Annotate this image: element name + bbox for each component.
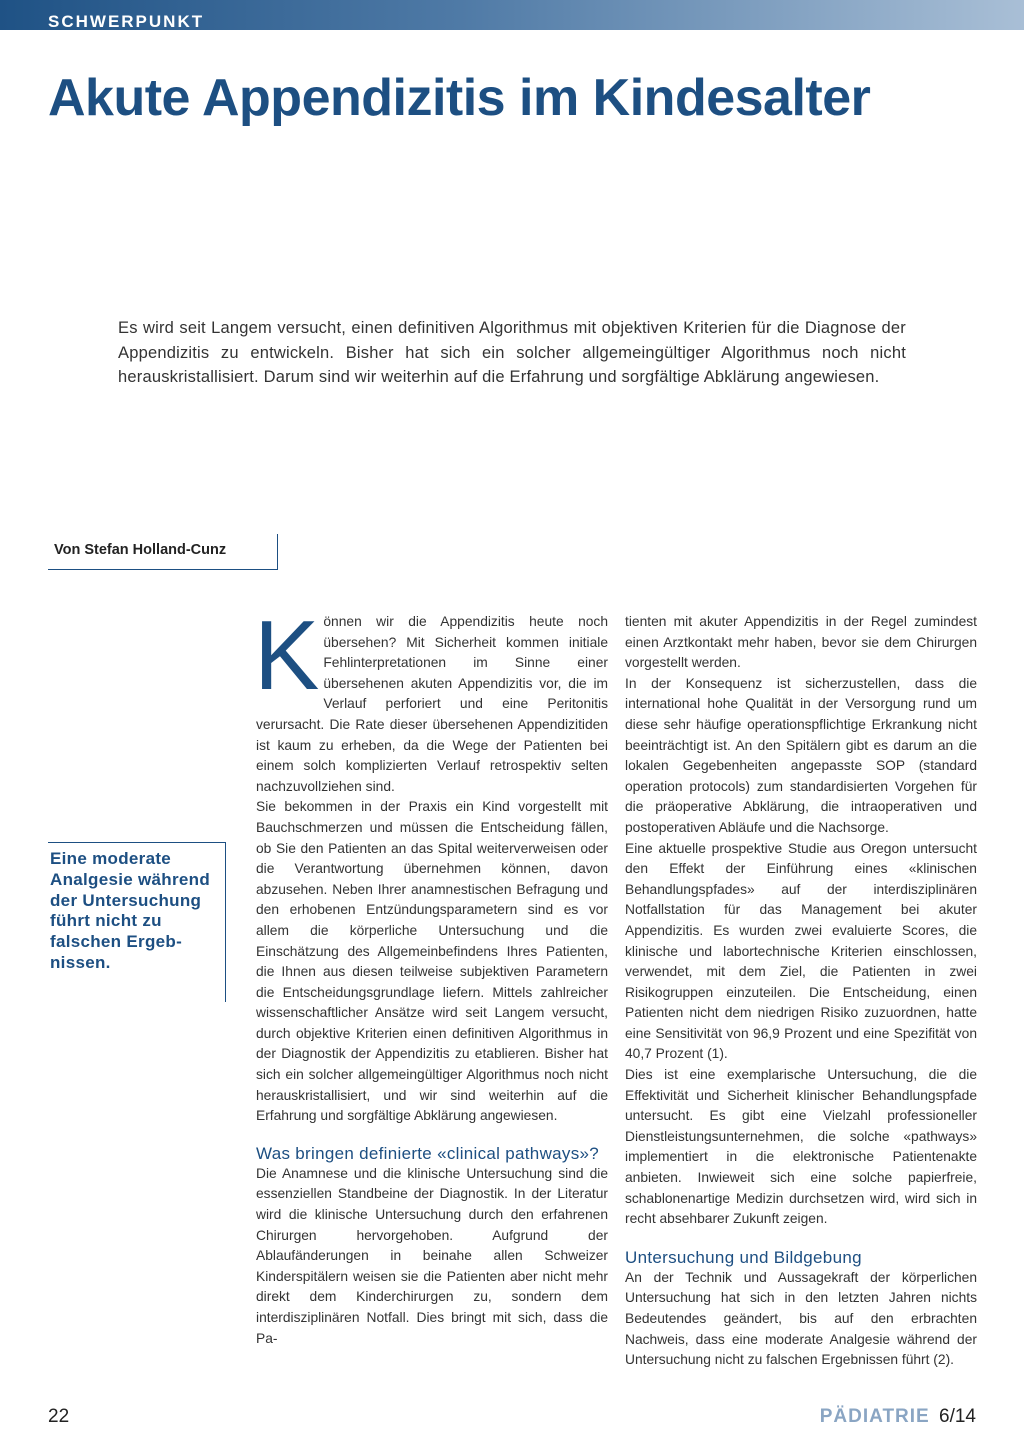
paragraph: Die Anamnese und die klinische Untersuchung sind die essenziellen Standbeine der Diagnostik. In der Literatur wird die klinische Untersuchung durch den erfahrenen Chirurgen hervorgehoben. Aufgrund der Ablaufänderungen in beinahe allen Schweizer Kinderspitälern weisen sie die Patienten aber nicht mehr direkt dem Kinderchirurgen zu, sondern dem interdisziplinären Notfall. Dies bringt mit sich, dass die Pa- xyxy=(256,1165,608,1346)
text-column-1 xyxy=(254,600,608,1349)
section-heading: Untersuchung und Bildgebung xyxy=(625,1247,862,1267)
section-heading: Was bringen definierte «clinical pathways»? xyxy=(256,1143,600,1163)
text-column-2 xyxy=(625,612,977,1371)
paragraph: Dies ist eine exemplarische Untersuchung, die die Effektivität und Sicherheit klinischer Behandlungspfade untersucht. Es gibt eine Vielzahl professioneller Dienstleistungsunternehmen, die solche «pathways» implementiert in die elektronische Patientenakte anbieten. Inwieweit sich eine solche papierfreie, schablonenartige Medizin durchsetzen wird, wird sich in recht absehbarer Zukunft zeigen. xyxy=(625,1067,977,1227)
journal-info xyxy=(820,1406,976,1428)
paragraph: tienten mit akuter Appendizitis in der Regel zumindest einen Arztkontakt mehr haben, bevor sie dem Chirurgen vorgestellt werden. xyxy=(625,614,977,671)
pull-quote xyxy=(48,842,226,1002)
pull-quote-text: Eine moderate Analgesie während der Untersuchung führt nicht zu falschen Ergeb-nissen. xyxy=(50,849,211,972)
paragraph-text: önnen wir die Appendizitis heute noch übersehen? Mit Sicherheit kommen initiale Fehlinterpretationen im Sinne einer übersehenen akuten Appendizitis vor, die im Verlauf perforiert und eine Peritonitis verursacht. Die Rate dieser übersehenen Appendizitiden ist kaum zu erheben, da die Wege der Patienten bei einem solch komplizierten Verlauf retrospektiv selten nachzuvollziehen sind. xyxy=(256,614,608,794)
author-box xyxy=(48,534,278,570)
article-lead: Es wird seit Langem versucht, einen definitiven Algorithmus mit objektiven Kriterien für die Diagnose der Appendizitis zu entwickeln. Bisher hat sich ein solcher allgemeingültiger Algorithmus noch nicht herauskristallisiert. Darum sind wir weiterhin auf die Erfahrung und sorgfältige Abklärung angewiesen. xyxy=(118,319,906,386)
paragraph: An der Technik und Aussagekraft der körperlichen Untersuchung hat sich in den letzten Jahren nichts Bedeutendes geändert, bis auf den erbrachten Nachweis, dass eine moderate Analgesie während der Untersuchung nicht zu falschen Ergebnissen führt (2). xyxy=(625,1269,977,1368)
page-number: 22 xyxy=(48,1406,70,1427)
drop-cap: K xyxy=(254,600,320,710)
paragraph xyxy=(254,600,608,797)
paragraph: Sie bekommen in der Praxis ein Kind vorgestellt mit Bauchschmerzen und müssen die Entscheidung fällen, ob Sie den Patienten an das Spital weiterverweisen oder die Verantwortung übernehmen können, davon abzusehen. Neben Ihrer anamnestischen Befragung und den erhobenen Entzündungsparametern sind es vor allem die körperliche Untersuchung und die Einschätzung des Allgemeinbefindens Ihres Patienten, die Ihnen aus diesen teilweise subjektiven Parametern die Entscheidungsgrundlage liefern. Mittels zahlreicher wissenschaftlicher Ansätze wird seit Langem versucht, durch objektive Kriterien einen definitiven Algorithmus in der Diagnostik der Appendizitis zu etablieren. Bisher hat sich ein solcher allgemeingültiger Algorithmus noch nicht herauskristallisiert, und wir sind weiterhin auf die Erfahrung und sorgfältige Abklärung angewiesen. xyxy=(256,799,608,1124)
article-title: Akute Appendizitis im Kindesalter xyxy=(48,69,871,127)
section-label: SCHWERPUNKT xyxy=(48,12,205,31)
author-name: Von Stefan Holland-Cunz xyxy=(54,542,227,558)
paragraph: In der Konsequenz ist sicherzustellen, dass die international hohe Qualität in der Versorgung rund um diese sehr häufige operationspflichtige Erkrankung nicht beeinträchtigt ist. An den Spitälern gibt es darum an die lokalen Gegebenheiten angepasste SOP (standard operation protocols) zum standardisierten Vorgehen für die präoperative Abklärung, die intraoperativen und postoperativen Abläufe und die Nachsorge. xyxy=(625,675,977,835)
paragraph: Eine aktuelle prospektive Studie aus Oregon untersucht den Effekt der Einführung eines «klinischen Behandlungspfades» auf der interdisziplinären Notfallstation für das Management bei akuter Appendizitis. Es wurden zwei evaluierte Scores, die klinische und labortechnische Kriterien einschlossen, verwendet, mit dem Ziel, die Patienten in zwei Risikogruppen einzuteilen. Die Entscheidung, einen Patienten nicht dem niedrigen Risiko zuzuordnen, hatte eine Sensitivität von 96,9 Prozent und eine Spezifität von 40,7 Prozent (1). xyxy=(625,840,977,1062)
journal-name: PÄDIATRIE xyxy=(819,1406,930,1427)
journal-issue: 6/14 xyxy=(939,1406,976,1427)
